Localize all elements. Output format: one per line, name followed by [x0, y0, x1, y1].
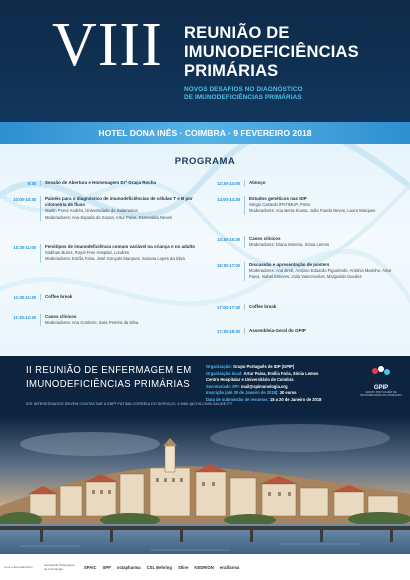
gpip-name: GPIP	[373, 385, 389, 391]
program-session-title: Painéis para o diagnóstico de imunodeficiências de células T e B por citometria de fluxo	[45, 196, 193, 208]
org-value: Centro Hospitalar e Universitário de Coimbra	[206, 377, 294, 383]
event-subtitle	[184, 86, 303, 102]
program-entry	[212, 328, 404, 334]
program-time: 9:30	[27, 180, 36, 186]
program-time: 14:00-14:30	[217, 196, 240, 202]
program-entry-body	[40, 196, 204, 221]
sponsor-logo: Com o alto patrocínio	[4, 565, 33, 569]
program-entry	[212, 262, 404, 281]
program-session-title: Fenótipos de imunodeficiência comum variável na criança e no adulto	[45, 244, 196, 249]
program-entry-body	[40, 180, 204, 186]
program-entry-body	[244, 196, 404, 215]
program-session-detail: Sérgio Castedo IPATIMUP, Porto	[249, 202, 310, 208]
program-time: 10:30-11:00	[13, 244, 36, 250]
program-entry	[212, 196, 404, 215]
org-line	[206, 371, 364, 378]
gpip-logo	[360, 364, 402, 397]
org-line	[206, 377, 364, 384]
sponsor-logo: enzifarma	[219, 564, 240, 570]
org-line	[206, 384, 364, 391]
program-entry	[8, 244, 204, 263]
program-session-detail: Martin Perez Andrés, Universidade de Salamanca	[45, 208, 138, 214]
sponsor-logo: SPP	[102, 564, 111, 570]
program-time: 17:30-18:30	[217, 328, 240, 334]
program-entry	[8, 314, 204, 326]
org-value: mail@spimunologia.org	[241, 383, 288, 389]
event-title-line: PRIMÁRIAS	[184, 62, 279, 80]
program-entry	[8, 180, 204, 186]
org-label: Inscrição (até 30 de Janeiro de 2018):	[206, 390, 279, 396]
sponsors-strip	[0, 554, 410, 580]
program-session-detail: Moderadores: Emília Faria, José Gonçalo Marques, Susana Lopes da Silva	[45, 256, 185, 262]
program-time: 15:30-17:00	[217, 262, 240, 268]
org-line	[206, 390, 364, 397]
org-value: Artur Paiva, Emília Faria, Sónia Lemos	[243, 370, 319, 376]
program-time: 10:00-10:30	[13, 196, 36, 202]
venue-banner: HOTEL DONA INÊS · COIMBRA · 9 FEVEREIRO 2018	[0, 122, 410, 144]
program-entry-body	[244, 236, 404, 248]
org-label: Data de submissão de resumos:	[206, 396, 269, 402]
program-time: 12:30-14:00	[217, 180, 240, 186]
sponsor-logo: Shire	[177, 564, 189, 570]
org-line	[206, 364, 364, 371]
program-time: 11:00-11:30	[13, 294, 36, 300]
event-subtitle-line: NOVOS DESAFIOS NO DIAGNÓSTICO	[184, 86, 303, 93]
program-entry	[8, 294, 204, 300]
program-entry	[212, 180, 404, 186]
program-session-title: Casos clínicos	[249, 236, 281, 241]
program-session-detail: Moderadores: Ana Berta Sousa, João Farela Neves, Laura Marques	[249, 208, 376, 214]
program-entry-body	[40, 294, 204, 300]
event-title-line: IMUNODEFICIÊNCIAS	[184, 43, 359, 61]
org-value: 30 euros	[279, 390, 297, 396]
bottom-section	[0, 356, 410, 580]
organization-info	[206, 364, 364, 404]
program-section	[0, 144, 410, 356]
program-session-title: Casos clínicos	[45, 314, 77, 319]
event-title	[184, 24, 359, 81]
program-time: 14:30-15:30	[217, 236, 240, 242]
gpip-description: GRUPO PORTUGUÊS DE IMUNODEFICIÊNCIAS PRIMÁRIAS	[360, 391, 402, 398]
sponsor-logo: octapharma	[116, 564, 141, 570]
program-entry-body	[40, 244, 204, 263]
nursing-contact-note: IDS INTERESSADOS DEVEM CONTACTAR A ENFª FÁTIMA CORREIA DO SERVIÇO: 4 MAIL@CHSJ.MIN-SAUDE.PT	[26, 402, 233, 406]
org-value: Grupo Português de IDP (GPIP)	[233, 364, 295, 369]
program-entry-body	[40, 314, 204, 326]
program-entry	[212, 236, 404, 248]
program-session-title: Coffee break	[45, 294, 73, 299]
program-session-detail: Moderadores: Ana Cordeiro, Sara Pereira da Silva	[45, 320, 139, 326]
sponsor-logo: SPAIC	[84, 564, 97, 570]
program-session-detail: Moderadores: Diana Moreira, Sónia Lemos	[249, 242, 330, 248]
gpip-emblem-icon	[370, 364, 392, 378]
program-entry-body	[244, 328, 404, 334]
program-session-title: Assembleia-Geral do GPIP	[249, 328, 306, 333]
program-session-title: Sessão de Abertura e Homenagem Drª Graça Rocha	[45, 180, 157, 185]
program-entry-body	[244, 304, 404, 310]
program-entry	[212, 304, 404, 310]
poster-header	[0, 0, 410, 122]
org-label: Organização:	[206, 364, 232, 369]
program-entry-body	[244, 262, 404, 281]
program-session-detail: Moderadores: Ana Sapada de Sousa, Artur Paiva, Esmeralda Neves	[45, 214, 172, 220]
program-entry-body	[244, 180, 404, 186]
coimbra-city-illustration	[0, 416, 410, 556]
program-title: PROGRAMA	[174, 156, 236, 167]
sponsor-logo: CSL Behring	[146, 564, 172, 570]
nursing-title-line: IMUNODEFICIÊNCIAS PRIMÁRIAS	[26, 379, 190, 390]
program-time: 17:00-17:30	[217, 304, 240, 310]
program-session-title: Discussão e apresentação de posters	[249, 262, 330, 267]
edition-numeral: VIII	[52, 11, 163, 79]
org-label: Organização local:	[206, 370, 243, 376]
program-session-title: Almoço	[249, 180, 266, 185]
org-value: 15 a 20 de Janeiro de 2018	[269, 396, 322, 402]
program-time: 11:30-12:30	[13, 314, 36, 320]
program-session-detail: Moderadores: Ana Brett, António Eduardo Figueiredo, António Marinho, Artur Paiva, Isabel Esteves, Júlia Vasconcelos, Margarida Guedes	[249, 268, 392, 280]
org-line	[206, 397, 364, 404]
program-session-title: Coffee break	[249, 304, 277, 309]
event-title-line: REUNIÃO DE	[184, 24, 290, 42]
program-session-title: Estudos genéticos nas IDP	[249, 196, 307, 201]
org-label: Secretariado SPI:	[206, 383, 240, 389]
sponsor-logo: KEDRION	[194, 564, 214, 570]
nursing-title-line: II REUNIÃO DE ENFERMAGEM EM	[26, 365, 192, 376]
nursing-meeting-title	[26, 364, 192, 392]
program-session-detail: Siobhan Burns, Royal Free Hospital, Londres	[45, 250, 130, 256]
program-entry	[8, 196, 204, 221]
sponsor-logo: Sociedade Portuguesa de Imunologia	[44, 563, 75, 571]
event-subtitle-line: DE IMUNODEFICIÊNCIAS PRIMÁRIAS	[184, 94, 302, 101]
